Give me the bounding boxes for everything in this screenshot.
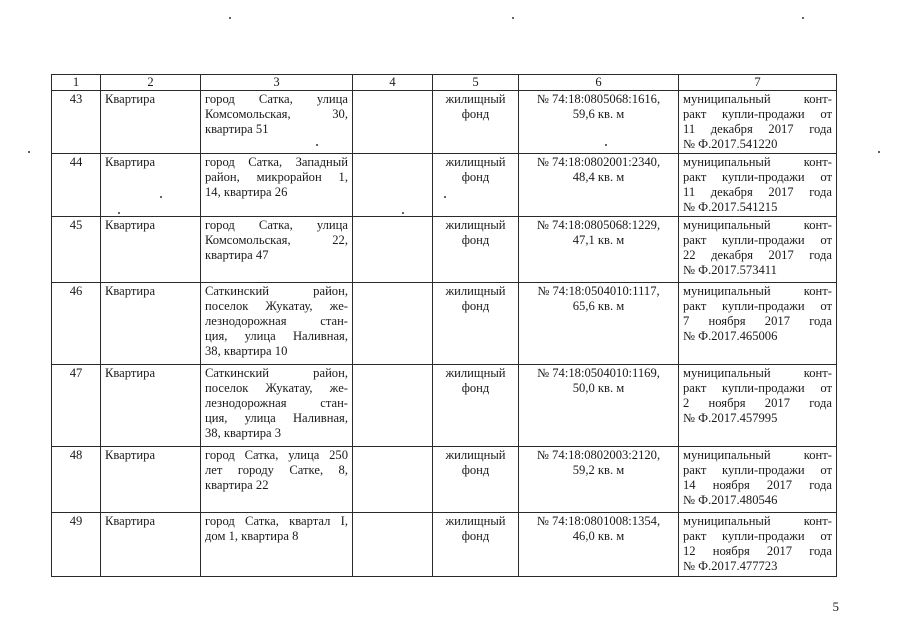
contract-document-cell xyxy=(679,513,837,577)
column-number-header: 7 xyxy=(679,75,837,91)
contract-document-cell xyxy=(679,217,837,283)
cell-line: 47,1 кв. м xyxy=(572,233,625,247)
cell-line: ракт купли-продажи от xyxy=(683,463,832,477)
cell-line: 11 декабря 2017 года xyxy=(683,185,832,199)
cell-line: фонд xyxy=(461,529,490,543)
cell-line: ракт купли-продажи от xyxy=(683,107,832,121)
cell-line: фонд xyxy=(461,233,490,247)
purpose-cell xyxy=(433,91,519,154)
cell-line: ракт купли-продажи от xyxy=(683,170,832,184)
column-number-header: 4 xyxy=(353,75,433,91)
cell-line: 2 ноября 2017 года xyxy=(683,396,832,410)
cell-line: № 74:18:0802003:2120, xyxy=(536,448,661,462)
address-cell xyxy=(201,154,353,217)
cell-line: Саткинский район, xyxy=(205,284,348,298)
cell-line: № Ф.2017.457995 xyxy=(683,411,778,425)
cell-line: 59,6 кв. м xyxy=(572,107,625,121)
cell-line: муниципальный конт- xyxy=(683,284,832,298)
cell-line: район, микрорайон 1, xyxy=(205,170,348,184)
cell-line: квартира 22 xyxy=(205,478,269,492)
cell-line: № Ф.2017.480546 xyxy=(683,493,778,507)
cell-line: муниципальный конт- xyxy=(683,514,832,528)
cell-line: жилищный xyxy=(445,284,506,298)
cell-line: город Сатка, квартал I, xyxy=(205,514,348,528)
cell-line: Саткинский район, xyxy=(205,366,348,380)
cell-line: ракт купли-продажи от xyxy=(683,299,832,313)
empty-cell xyxy=(353,447,433,513)
cell-line: муниципальный конт- xyxy=(683,366,832,380)
purpose-cell xyxy=(433,365,519,447)
table-row xyxy=(52,513,837,577)
column-number-row xyxy=(52,75,837,91)
cell-line: жилищный xyxy=(445,366,506,380)
cell-line: № Ф.2017.573411 xyxy=(683,263,777,277)
cell-line: 38, квартира 10 xyxy=(205,344,288,358)
address-cell xyxy=(201,283,353,365)
scan-speck xyxy=(512,17,514,19)
table-body xyxy=(52,91,837,577)
cell-line: квартира 51 xyxy=(205,122,269,136)
cell-line: 46,0 кв. м xyxy=(572,529,625,543)
purpose-cell xyxy=(433,283,519,365)
cadastral-number-cell xyxy=(519,91,679,154)
cadastral-number-cell xyxy=(519,447,679,513)
cadastral-number-cell xyxy=(519,513,679,577)
address-cell xyxy=(201,513,353,577)
contract-document-cell xyxy=(679,365,837,447)
cell-line: № 74:18:0801008:1354, xyxy=(536,514,661,528)
row-number-cell: 47 xyxy=(52,365,101,447)
cell-line: № 74:18:0805068:1229, xyxy=(536,218,661,232)
cell-line: ция, улица Наливная, xyxy=(205,329,348,343)
cell-line: жилищный xyxy=(445,155,506,169)
cell-line: 65,6 кв. м xyxy=(572,299,625,313)
contract-document-cell xyxy=(679,154,837,217)
cell-line: квартира 47 xyxy=(205,248,269,262)
address-cell xyxy=(201,365,353,447)
column-number-header: 3 xyxy=(201,75,353,91)
column-number-header: 6 xyxy=(519,75,679,91)
cell-line: 12 ноября 2017 года xyxy=(683,544,832,558)
table-row xyxy=(52,447,837,513)
cell-line: № 74:18:0802001:2340, xyxy=(536,155,661,169)
cell-line: жилищный xyxy=(445,92,506,106)
cell-line: поселок Жукатау, же- xyxy=(205,299,348,313)
object-type-cell: Квартира xyxy=(101,154,201,217)
object-type-cell: Квартира xyxy=(101,513,201,577)
cell-line: Комсомольская, 30, xyxy=(205,107,348,121)
purpose-cell xyxy=(433,447,519,513)
cell-line: 38, квартира 3 xyxy=(205,426,282,440)
cell-line: город Сатка, Западный xyxy=(205,155,348,169)
cell-line: жилищный xyxy=(445,514,506,528)
empty-cell xyxy=(353,154,433,217)
cell-line: город Сатка, улица xyxy=(205,218,348,232)
empty-cell xyxy=(353,513,433,577)
object-type-cell: Квартира xyxy=(101,217,201,283)
cell-line: фонд xyxy=(461,381,490,395)
cell-line: город Сатка, улица xyxy=(205,92,348,106)
cell-line: № 74:18:0805068:1616, xyxy=(536,92,661,106)
table-row xyxy=(52,154,837,217)
cell-line: 7 ноября 2017 года xyxy=(683,314,832,328)
cell-line: № Ф.2017.477723 xyxy=(683,559,778,573)
column-number-header: 1 xyxy=(52,75,101,91)
cadastral-number-cell xyxy=(519,365,679,447)
cell-line: 59,2 кв. м xyxy=(572,463,625,477)
cadastral-number-cell xyxy=(519,154,679,217)
cell-line: фонд xyxy=(461,107,490,121)
column-number-header: 2 xyxy=(101,75,201,91)
row-number-cell: 49 xyxy=(52,513,101,577)
cell-line: фонд xyxy=(461,463,490,477)
cell-line: 48,4 кв. м xyxy=(572,170,625,184)
cell-line: № Ф.2017.541220 xyxy=(683,137,778,151)
cell-line: муниципальный конт- xyxy=(683,155,832,169)
cell-line: Комсомольская, 22, xyxy=(205,233,348,247)
scan-speck xyxy=(229,17,231,19)
row-number-cell: 43 xyxy=(52,91,101,154)
page-number: 5 xyxy=(832,599,839,614)
empty-cell xyxy=(353,283,433,365)
column-number-header: 5 xyxy=(433,75,519,91)
row-number-cell: 44 xyxy=(52,154,101,217)
contract-document-cell xyxy=(679,91,837,154)
cell-line: № 74:18:0504010:1117, xyxy=(537,284,660,298)
cell-line: № 74:18:0504010:1169, xyxy=(537,366,660,380)
contract-document-cell xyxy=(679,447,837,513)
cell-line: ция, улица Наливная, xyxy=(205,411,348,425)
row-number-cell: 45 xyxy=(52,217,101,283)
cell-line: лезнодорожная стан- xyxy=(205,396,348,410)
cell-line: дом 1, квартира 8 xyxy=(205,529,299,543)
object-type-cell: Квартира xyxy=(101,91,201,154)
address-cell xyxy=(201,91,353,154)
cell-line: № Ф.2017.465006 xyxy=(683,329,778,343)
purpose-cell xyxy=(433,513,519,577)
purpose-cell xyxy=(433,154,519,217)
cell-line: поселок Жукатау, же- xyxy=(205,381,348,395)
cell-line: ракт купли-продажи от xyxy=(683,381,832,395)
cadastral-number-cell xyxy=(519,217,679,283)
cell-line: город Сатка, улица 250 xyxy=(205,448,348,462)
address-cell xyxy=(201,447,353,513)
empty-cell xyxy=(353,365,433,447)
address-cell xyxy=(201,217,353,283)
empty-cell xyxy=(353,91,433,154)
cell-line: фонд xyxy=(461,299,490,313)
row-number-cell: 48 xyxy=(52,447,101,513)
purpose-cell xyxy=(433,217,519,283)
cell-line: 50,0 кв. м xyxy=(572,381,625,395)
contract-document-cell xyxy=(679,283,837,365)
cell-line: муниципальный конт- xyxy=(683,218,832,232)
scan-speck xyxy=(802,17,804,19)
object-type-cell: Квартира xyxy=(101,365,201,447)
table-row xyxy=(52,217,837,283)
cell-line: 22 декабря 2017 года xyxy=(683,248,832,262)
object-type-cell: Квартира xyxy=(101,283,201,365)
cell-line: ракт купли-продажи от xyxy=(683,529,832,543)
cell-line: ракт купли-продажи от xyxy=(683,233,832,247)
table-row xyxy=(52,365,837,447)
table-row xyxy=(52,283,837,365)
property-registry-table xyxy=(51,74,837,577)
row-number-cell: 46 xyxy=(52,283,101,365)
cell-line: лет городу Сатке, 8, xyxy=(205,463,348,477)
cell-line: № Ф.2017.541215 xyxy=(683,200,778,214)
cell-line: муниципальный конт- xyxy=(683,92,832,106)
cell-line: жилищный xyxy=(445,218,506,232)
cell-line: 14, квартира 26 xyxy=(205,185,288,199)
cadastral-number-cell xyxy=(519,283,679,365)
scan-speck xyxy=(878,151,880,153)
cell-line: фонд xyxy=(461,170,490,184)
cell-line: 14 ноября 2017 года xyxy=(683,478,832,492)
cell-line: лезнодорожная стан- xyxy=(205,314,348,328)
cell-line: жилищный xyxy=(445,448,506,462)
object-type-cell: Квартира xyxy=(101,447,201,513)
empty-cell xyxy=(353,217,433,283)
cell-line: 11 декабря 2017 года xyxy=(683,122,832,136)
table-row xyxy=(52,91,837,154)
scan-speck xyxy=(28,151,30,153)
cell-line: муниципальный конт- xyxy=(683,448,832,462)
